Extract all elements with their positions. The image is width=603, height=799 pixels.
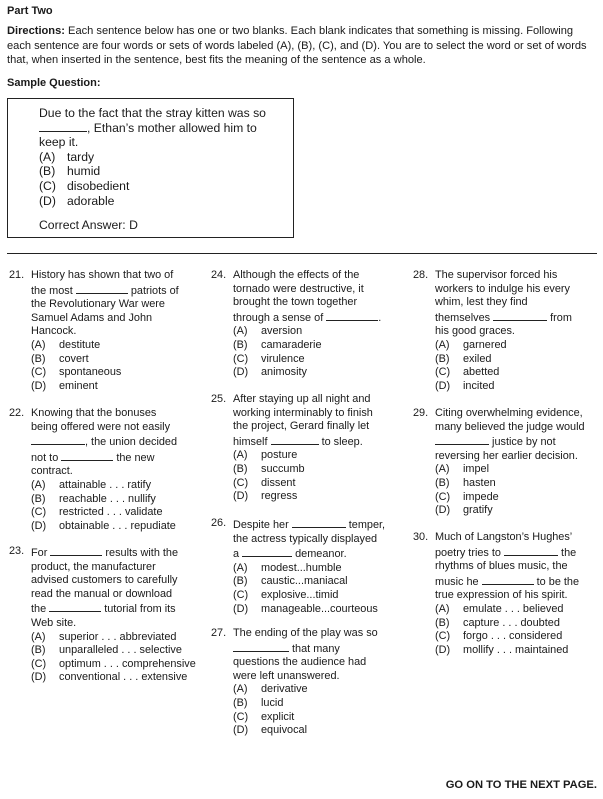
option-letter: (B) [233, 575, 248, 588]
answer-option [233, 477, 373, 491]
answer-option [435, 463, 585, 477]
answer-option [435, 504, 585, 518]
option-text: superior . . . abbreviated [59, 630, 177, 643]
option-letter: (C) [31, 366, 47, 379]
option-text: aversion [261, 325, 303, 338]
answer-option [31, 520, 177, 534]
answer-blank [61, 450, 113, 461]
sample-question-box [7, 98, 294, 238]
question-number: 22. [9, 407, 25, 419]
answer-option [435, 617, 579, 631]
question-number: 30. [413, 531, 429, 543]
option-text: unparalleled . . . selective [59, 644, 182, 657]
option-text: manageable...courteous [261, 602, 378, 615]
answer-option [435, 603, 579, 617]
question-line: many believed the judge would [435, 420, 585, 433]
next-page-notice: GO ON TO THE NEXT PAGE. [445, 779, 597, 791]
option-text: modest...humble [261, 561, 342, 574]
option-letter: (A) [233, 683, 248, 696]
question-line: brought the town together [233, 296, 358, 309]
option-text: restricted . . . validate [59, 506, 163, 519]
sample-heading: Sample Question: [7, 77, 101, 89]
sample-line: , Ethan’s mother allowed him to [87, 120, 257, 135]
option-text: lucid [261, 696, 284, 709]
sample-option [39, 164, 284, 179]
option-letter: (B) [31, 492, 46, 505]
answer-option [435, 644, 579, 658]
question-line: music he [435, 575, 479, 588]
option-letter: (C) [233, 476, 249, 489]
answer-blank [233, 641, 289, 652]
option-letter: (B) [31, 644, 46, 657]
option-letter: (A) [233, 449, 248, 462]
question-line: justice by not [492, 436, 556, 449]
option-text: succumb [261, 462, 305, 475]
question-line: The supervisor forced his [435, 269, 558, 281]
option-text: humid [67, 164, 101, 179]
question-line: contract. [31, 465, 73, 478]
question-line: tutorial from its [104, 603, 176, 616]
option-text: explicit [261, 710, 295, 723]
option-text: obtainable . . . repudiate [59, 519, 176, 532]
option-letter: (C) [435, 630, 451, 643]
question-line: patriots of [130, 284, 179, 297]
option-letter: (D) [435, 504, 451, 517]
question-number: 24. [211, 269, 227, 281]
answer-option [31, 493, 177, 507]
answer-option [233, 325, 381, 339]
option-letter: (B) [233, 462, 248, 475]
option-text: capture . . . doubted [463, 616, 560, 629]
answer-option [31, 353, 179, 367]
question-line: a [233, 548, 240, 561]
option-letter: (A) [233, 561, 248, 574]
option-letter: (C) [233, 710, 249, 723]
option-letter: (B) [435, 352, 450, 365]
option-text: tardy [67, 149, 95, 164]
question-line: the [561, 546, 577, 559]
question-line: results with the [105, 547, 179, 559]
answer-blank [242, 546, 292, 557]
option-text: hasten [463, 476, 496, 489]
question-line: Web site. [31, 616, 77, 629]
option-text: conventional . . . extensive [59, 671, 188, 684]
answer-option [233, 575, 385, 589]
question-line: . [378, 311, 382, 324]
directions-line: each sentence are four words or sets of words labeled (A), (B), (C), and (D). You are to select the word or set of words [7, 39, 587, 52]
option-letter: (A) [31, 338, 46, 351]
answer-option [233, 683, 378, 697]
question-line: workers to indulge his every [435, 282, 570, 295]
answer-option [233, 339, 381, 353]
option-letter: (A) [39, 149, 56, 164]
option-text: garnered [463, 338, 507, 351]
question-line: from [550, 311, 572, 324]
answer-option [233, 366, 381, 380]
answer-option [31, 671, 196, 685]
option-letter: (D) [31, 379, 47, 392]
directions-label: Directions: [7, 25, 65, 37]
answer-option [435, 630, 579, 644]
option-letter: (A) [31, 478, 46, 491]
sample-option [39, 179, 284, 194]
answer-blank [31, 434, 85, 445]
answer-option [233, 589, 385, 603]
question-line: himself [233, 435, 268, 448]
sample-option [39, 194, 284, 209]
question-line: tornado were destructive, it [233, 282, 364, 295]
option-text: equivocal [261, 724, 308, 737]
option-text: regress [261, 490, 298, 503]
option-text: explosive...timid [261, 588, 339, 601]
option-text: attainable . . . ratify [59, 478, 152, 491]
option-letter: (D) [233, 366, 249, 379]
answer-option [31, 506, 177, 520]
answer-option [233, 724, 378, 738]
answer-option [435, 380, 572, 394]
option-letter: (C) [435, 490, 451, 503]
option-text: adorable [67, 193, 115, 208]
answer-option [233, 353, 381, 367]
question-line: Citing overwhelming evidence, [435, 407, 583, 419]
option-letter: (D) [233, 724, 249, 737]
answer-option [31, 366, 179, 380]
question-line: the most [31, 284, 73, 297]
answer-option [233, 463, 373, 477]
option-text: virulence [261, 352, 305, 365]
question-line: his good graces. [435, 325, 515, 338]
question-line: temper, [348, 519, 386, 531]
answer-option [435, 477, 585, 491]
option-text: destitute [59, 338, 101, 351]
question-line: working interminably to finish [233, 406, 373, 419]
option-letter: (D) [31, 671, 47, 684]
question-line: For [31, 547, 48, 559]
option-text: posture [261, 449, 298, 462]
option-letter: (C) [31, 506, 47, 519]
answer-option [31, 631, 196, 645]
section-divider [7, 253, 597, 254]
sample-line: keep it. [39, 135, 79, 150]
option-text: incited [463, 379, 495, 392]
answer-option [31, 380, 179, 394]
question-line: Hancock. [31, 325, 77, 338]
question-line: the project, Gerard finally let [233, 420, 370, 433]
option-text: dissent [261, 476, 296, 489]
option-letter: (B) [233, 338, 248, 351]
option-text: disobedient [67, 178, 130, 193]
option-letter: (B) [31, 352, 46, 365]
option-letter: (A) [435, 602, 450, 615]
question-line: Although the effects of the [233, 269, 360, 281]
option-text: reachable . . . nullify [59, 492, 156, 505]
question-line: not to [31, 451, 59, 464]
question-number: 26. [211, 517, 227, 529]
question-line: Much of Langston’s Hughes’ [435, 531, 573, 543]
option-text: exiled [463, 352, 492, 365]
option-text: optimum . . . comprehensive [59, 657, 196, 670]
question-line: were left unanswered. [233, 669, 340, 682]
question-line: questions the audience had [233, 656, 367, 669]
directions [7, 24, 597, 68]
option-letter: (C) [435, 366, 451, 379]
answer-option [233, 711, 378, 725]
option-text: emulate . . . believed [463, 602, 564, 615]
option-text: abetted [463, 366, 500, 379]
answer-blank [292, 517, 346, 528]
answer-option [233, 562, 385, 576]
answer-blank [39, 121, 87, 132]
question-line: poetry tries to [435, 546, 501, 559]
sample-line: Due to the fact that the stray kitten was so [39, 106, 266, 120]
answer-option [233, 449, 373, 463]
question-line: the Revolutionary War were [31, 298, 165, 311]
option-text: eminent [59, 379, 98, 392]
option-letter: (A) [435, 463, 450, 476]
question-line: reversing her earlier decision. [435, 449, 578, 462]
answer-option [31, 658, 196, 672]
question-line: being offered were not easily [31, 420, 171, 433]
option-letter: (B) [233, 696, 248, 709]
answer-option [31, 339, 179, 353]
option-text: covert [59, 352, 89, 365]
option-letter: (D) [435, 643, 451, 656]
part-title: Part Two [7, 5, 53, 17]
question-number: 25. [211, 393, 227, 405]
answer-blank [76, 283, 128, 294]
answer-option [233, 490, 373, 504]
question-number: 21. [9, 269, 25, 281]
question-line: through a sense of [233, 311, 324, 324]
option-text: forgo . . . considered [463, 630, 563, 643]
question-line: The ending of the play was so [233, 627, 378, 639]
answer-blank [49, 601, 101, 612]
answer-option [233, 697, 378, 711]
question-line: to sleep. [321, 435, 363, 448]
directions-line: Each sentence below has one or two blanks. Each blank indicates that something is missing. Following [68, 25, 574, 37]
question-line: rhythms of blues music, the [435, 560, 568, 573]
answer-blank [493, 310, 547, 321]
answer-option [31, 644, 196, 658]
answer-option [31, 479, 177, 493]
option-letter: (C) [39, 178, 56, 193]
correct-answer: Correct Answer: D [39, 218, 138, 233]
option-text: animosity [261, 366, 307, 379]
answer-blank [435, 434, 489, 445]
answer-option [233, 603, 385, 617]
question-line: read the manual or download [31, 587, 173, 600]
option-letter: (C) [233, 352, 249, 365]
question-line: demeanor. [295, 548, 347, 561]
question-line: Samuel Adams and John [31, 311, 153, 324]
option-text: spontaneous [59, 366, 122, 379]
question-line: Despite her [233, 519, 289, 531]
answer-blank [50, 545, 102, 556]
answer-blank [504, 545, 558, 556]
question-line: advised customers to carefully [31, 574, 178, 587]
question-line: the [31, 603, 47, 616]
question-number: 28. [413, 269, 429, 281]
option-letter: (D) [31, 519, 47, 532]
question-line: product, the manufacturer [31, 560, 156, 573]
answer-option [435, 366, 572, 380]
option-letter: (D) [233, 490, 249, 503]
option-letter: (C) [233, 588, 249, 601]
option-letter: (B) [39, 164, 56, 179]
question-line: the actress typically displayed [233, 532, 378, 545]
question-number: 29. [413, 407, 429, 419]
directions-line: that, when inserted in the sentence, best fits the meaning of the sentence as a whole. [7, 54, 426, 67]
option-letter: (D) [435, 379, 451, 392]
option-letter: (D) [39, 193, 56, 208]
question-line: whim, lest they find [435, 296, 528, 309]
question-line: After staying up all night and [233, 393, 371, 405]
question-line: to be the [536, 575, 580, 588]
option-letter: (C) [31, 657, 47, 670]
question-number: 27. [211, 627, 227, 639]
question-number: 23. [9, 545, 25, 557]
option-text: gratify [463, 504, 493, 517]
option-letter: (B) [435, 476, 450, 489]
answer-blank [482, 574, 534, 585]
question-line: the new [116, 451, 155, 464]
option-letter: (B) [435, 616, 450, 629]
question-line: true expression of his spirit. [435, 589, 568, 602]
option-text: impede [463, 490, 499, 503]
question-line: , the union decided [85, 436, 178, 449]
answer-option [435, 491, 585, 505]
option-letter: (D) [233, 602, 249, 615]
question-line: themselves [435, 311, 491, 324]
sample-option [39, 150, 284, 165]
option-letter: (A) [233, 325, 248, 338]
option-letter: (A) [31, 630, 46, 643]
option-text: caustic...maniacal [261, 575, 348, 588]
option-text: camaraderie [261, 338, 322, 351]
option-text: derivative [261, 683, 308, 696]
answer-option [435, 339, 572, 353]
question-line: that many [292, 642, 340, 655]
sample-question [39, 106, 284, 233]
option-text: impel [463, 463, 490, 476]
answer-blank [326, 310, 378, 321]
question-line: History has shown that two of [31, 269, 174, 281]
question-line: Knowing that the bonuses [31, 407, 157, 419]
option-text: mollify . . . maintained [463, 643, 569, 656]
answer-option [435, 353, 572, 367]
answer-blank [271, 434, 319, 445]
option-letter: (A) [435, 338, 450, 351]
